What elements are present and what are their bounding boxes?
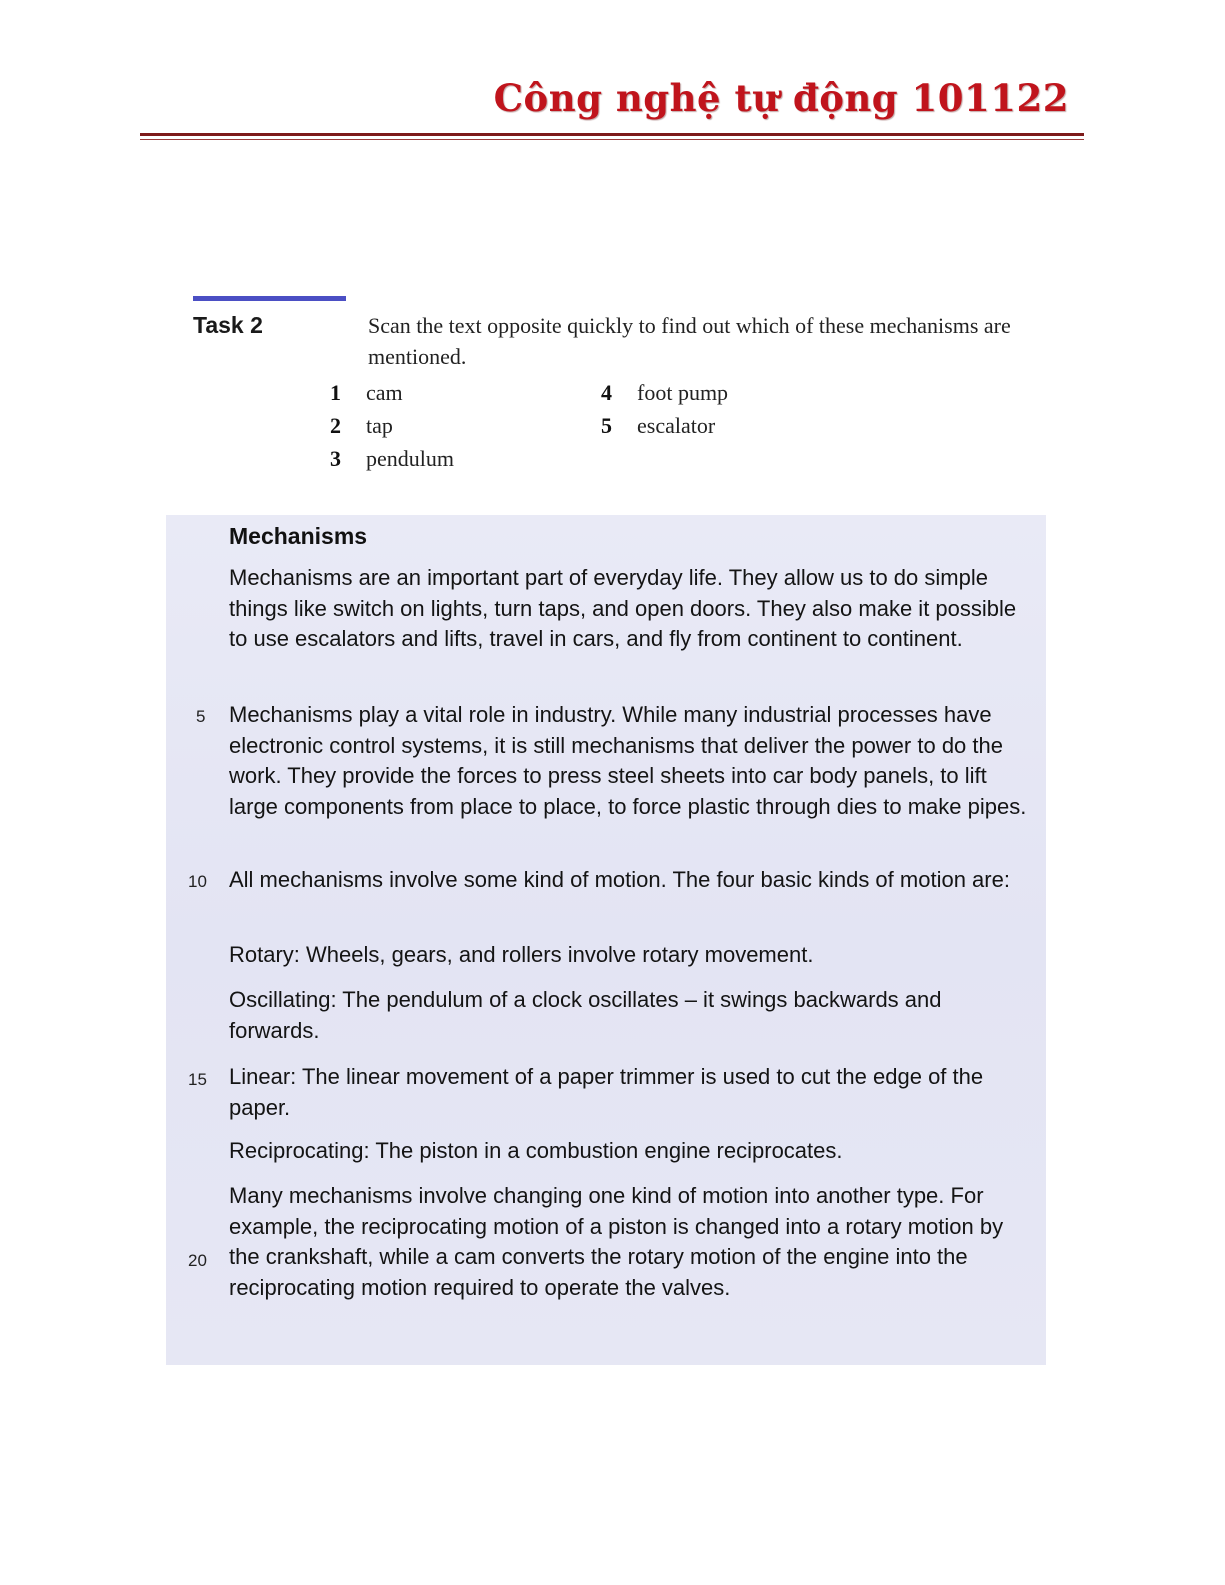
line-number: 15: [188, 1070, 207, 1089]
article-heading: Mechanisms: [229, 523, 368, 549]
task-item-text: tap: [366, 413, 393, 438]
task-item-number: 4: [601, 380, 612, 405]
header-divider: [140, 133, 1084, 136]
task-label: Task 2: [193, 312, 263, 338]
task-item-text: escalator: [637, 413, 716, 438]
article-panel: [166, 515, 1046, 1365]
article-paragraph: Reciprocating: The piston in a combustion engine reciprocates.: [229, 1138, 843, 1163]
article-paragraph: Rotary: Wheels, gears, and rollers involve rotary movement.: [229, 942, 814, 967]
task-item-text: foot pump: [637, 380, 729, 405]
line-number: 5: [196, 707, 206, 726]
task-item: [330, 446, 454, 472]
task-item-number: 5: [601, 413, 612, 438]
task-item: [330, 413, 393, 439]
task-item-text: cam: [366, 380, 403, 405]
header-divider-thin: [140, 139, 1084, 140]
task-item: [601, 413, 715, 439]
task-item: [601, 380, 728, 406]
article-paragraph: All mechanisms involve some kind of motion. The four basic kinds of motion are:: [229, 867, 1010, 892]
article-paragraph: Oscillating: The pendulum of a clock oscillates – it swings backwards and forwards.: [229, 987, 942, 1043]
task-block: [190, 296, 1040, 496]
article-paragraph: Many mechanisms involve changing one kind of motion into another type. For example, the reciprocating motion of a piston is changed into a rotary motion by the crankshaft, while a cam converts the rotary motion of the engine into the reciprocating motion required to operate the valves.: [229, 1183, 1004, 1300]
task-item-text: pendulum: [366, 446, 454, 471]
task-item-number: 3: [330, 446, 341, 471]
task-accent-bar: [193, 296, 346, 301]
article-paragraph: Linear: The linear movement of a paper trimmer is used to cut the edge of the paper.: [229, 1064, 984, 1120]
task-item-number: 2: [330, 413, 341, 438]
article-paragraph: Mechanisms play a vital role in industry. While many industrial processes have electronic control systems, it is still mechanisms that deliver the power to do the work. They provide the forces to press steel sheets into car body panels, to lift large components from place to place, to force plastic through dies to make pipes.: [229, 702, 1027, 819]
line-number: 10: [188, 872, 207, 891]
line-number: 20: [188, 1251, 207, 1270]
article-paragraph: Mechanisms are an important part of everyday life. They allow us to do simple things like switch on lights, turn taps, and open doors. They also make it possible to use escalators and lifts, travel in cars, and fly from continent to continent.: [229, 565, 1017, 651]
task-item: [330, 380, 403, 406]
task-instruction: Scan the text opposite quickly to find out which of these mechanisms are mentioned.: [368, 313, 1011, 369]
document-header-title: Công nghệ tự động 101122: [493, 76, 1069, 120]
task-item-number: 1: [330, 380, 341, 405]
